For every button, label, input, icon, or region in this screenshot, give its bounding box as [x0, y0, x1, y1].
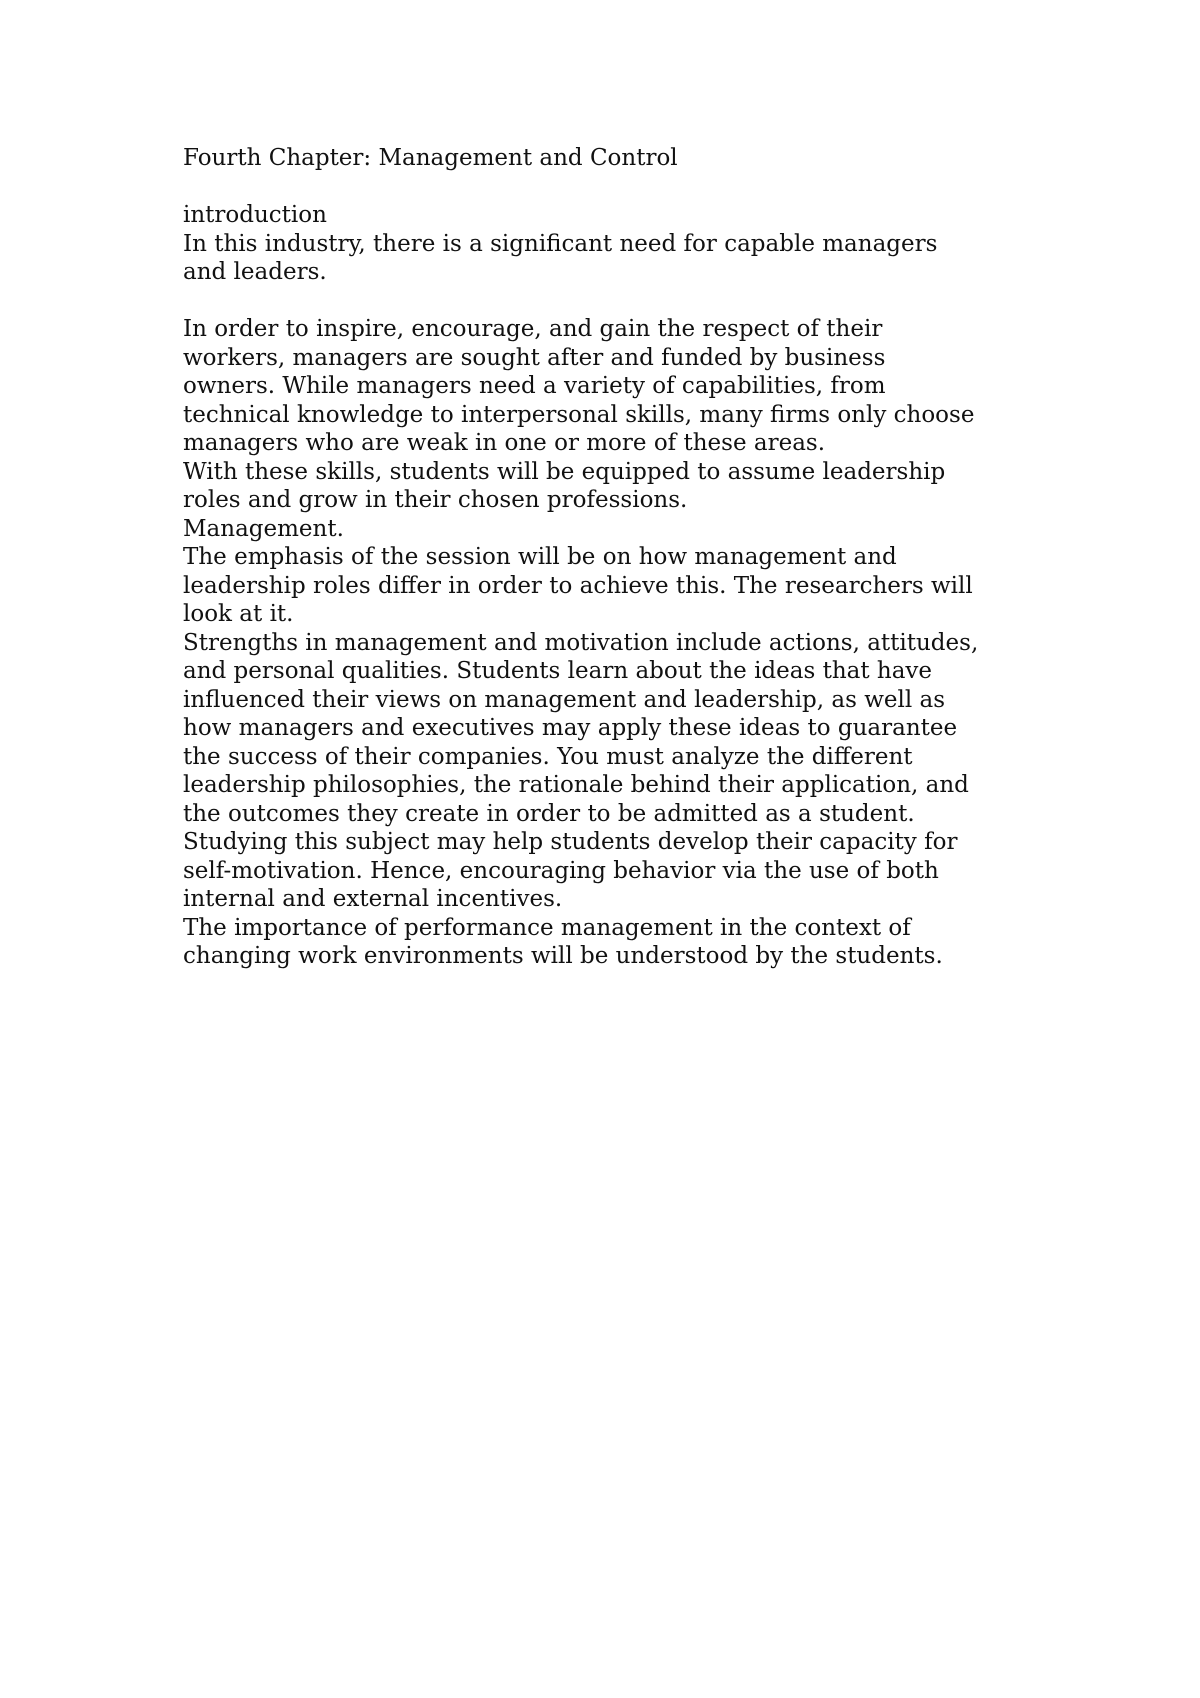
- text-line: technical knowledge to interpersonal skills, many firms only choose: [183, 401, 975, 428]
- text-line: internal and external incentives.: [183, 886, 563, 912]
- text-line: The importance of performance management in the context of: [183, 914, 911, 941]
- text-line: Strengths in management and motivation include actions, attitudes,: [183, 629, 979, 656]
- document-body: [183, 144, 1063, 971]
- text-line: look at it.: [183, 601, 294, 627]
- section-heading-management: Management.: [183, 515, 344, 542]
- text-line: and leaders.: [183, 259, 327, 285]
- section-heading-introduction: introduction: [183, 202, 327, 228]
- text-line: leadership roles differ in order to achieve this. The researchers will: [183, 572, 973, 599]
- text-line: In this industry, there is a significant need for capable managers: [183, 230, 938, 257]
- text-line: leadership philosophies, the rationale behind their application, and: [183, 772, 969, 798]
- text-line: influenced their views on management and leadership, as well as: [183, 686, 946, 713]
- blank-line: [183, 287, 1063, 316]
- text-line: the outcomes they create in order to be admitted as a student.: [183, 800, 915, 827]
- text-line: self-motivation. Hence, encouraging behavior via the use of both: [183, 857, 939, 884]
- text-line: the success of their companies. You must analyze the different: [183, 743, 913, 770]
- text-line: In order to inspire, encourage, and gain the respect of their: [183, 316, 883, 342]
- text-line: how managers and executives may apply these ideas to guarantee: [183, 715, 958, 741]
- text-line: The emphasis of the session will be on how management and: [183, 544, 897, 570]
- blank-line: [183, 173, 1063, 202]
- text-line: Studying this subject may help students develop their capacity for: [183, 829, 958, 855]
- text-line: managers who are weak in one or more of these areas.: [183, 430, 826, 456]
- text-line: and personal qualities. Students learn about the ideas that have: [183, 658, 933, 684]
- text-line: workers, managers are sought after and funded by business: [183, 344, 886, 371]
- text-line: roles and grow in their chosen professions.: [183, 487, 688, 513]
- text-line: owners. While managers need a variety of capabilities, from: [183, 373, 886, 399]
- chapter-title: Fourth Chapter: Management and Control: [183, 145, 678, 171]
- text-line: With these skills, students will be equipped to assume leadership: [183, 458, 946, 485]
- text-line: changing work environments will be understood by the students.: [183, 943, 943, 969]
